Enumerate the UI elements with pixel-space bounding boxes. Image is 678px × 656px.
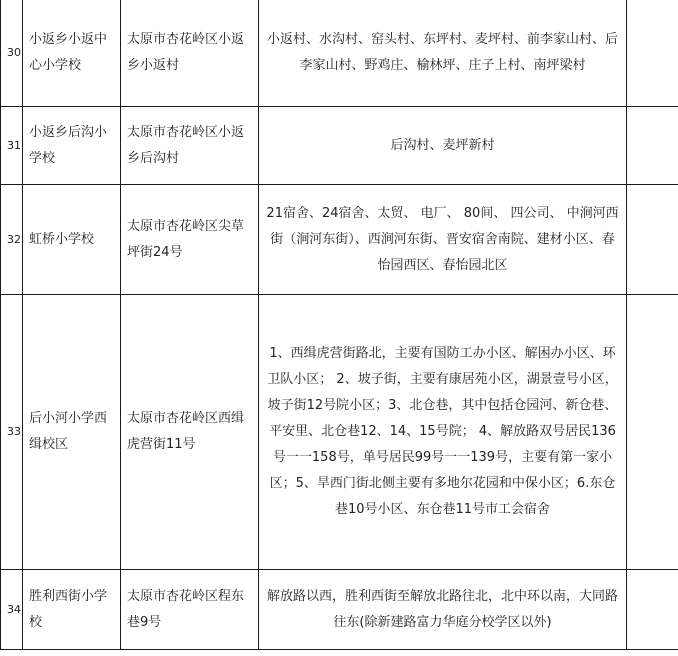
school-address: 太原市杏花岭区小返乡小返村: [121, 0, 259, 107]
school-name: 虹桥小学校: [23, 185, 121, 295]
school-address: 太原市杏花岭区尖草坪街24号: [121, 185, 259, 295]
table-row: [1, 295, 678, 570]
enrollment-area: 解放路以西，胜利西街至解放北路往北，北中环以南，大同路往东(除新建路富力华庭分校学区以外): [259, 570, 627, 650]
table-row: [1, 107, 678, 185]
school-address: 太原市杏花岭区西缉虎营街11号: [121, 295, 259, 570]
school-name: 后小河小学西缉校区: [23, 295, 121, 570]
school-name: 小返乡小返中心小学校: [23, 0, 121, 107]
enrollment-area: 1、西缉虎营街路北，主要有国防工办小区、解困办小区、环卫队小区； 2、坡子街，主要有康居苑小区，湖景壹号小区，坡子街12号院小区；3、北仓巷，其中包括仓园河、新仓巷、平安里、北仓巷12、14、15号院； 4、解放路双号居民136号一一158号，单号居民99号一一139号，主要有第一家小区；5、旱西门街北侧主要有多地尔花园和中保小区；6.东仓巷10号小区、东仓巷11号市工会宿舍: [259, 295, 627, 570]
school-address: 太原市杏花岭区小返乡后沟村: [121, 107, 259, 185]
row-number: 34: [1, 570, 23, 650]
school-name: 小返乡后沟小学校: [23, 107, 121, 185]
table-row: [1, 570, 678, 650]
school-name: 胜利西街小学校: [23, 570, 121, 650]
enrollment-area: 21宿舍、24宿舍、太贸、 电厂、 80间、 四公司、 中涧河西街（涧河东街）、西涧河东街、晋安宿舍南院、建材小区、春怡园西区、春怡园北区: [259, 185, 627, 295]
row-number: 31: [1, 107, 23, 185]
row-number: 30: [1, 0, 23, 107]
row-number: 32: [1, 185, 23, 295]
empty-cell: [627, 570, 678, 650]
empty-cell: [627, 185, 678, 295]
school-address: 太原市杏花岭区程东巷9号: [121, 570, 259, 650]
row-number: 33: [1, 295, 23, 570]
enrollment-area: 小返村、水沟村、窑头村、东坪村、麦坪村、前李家山村、后李家山村、野鸡庄、榆林坪、庄子上村、南坪梁村: [259, 0, 627, 107]
table-row: [1, 185, 678, 295]
table-row: [1, 0, 678, 107]
enrollment-area: 后沟村、麦坪新村: [259, 107, 627, 185]
empty-cell: [627, 0, 678, 107]
empty-cell: [627, 107, 678, 185]
empty-cell: [627, 295, 678, 570]
